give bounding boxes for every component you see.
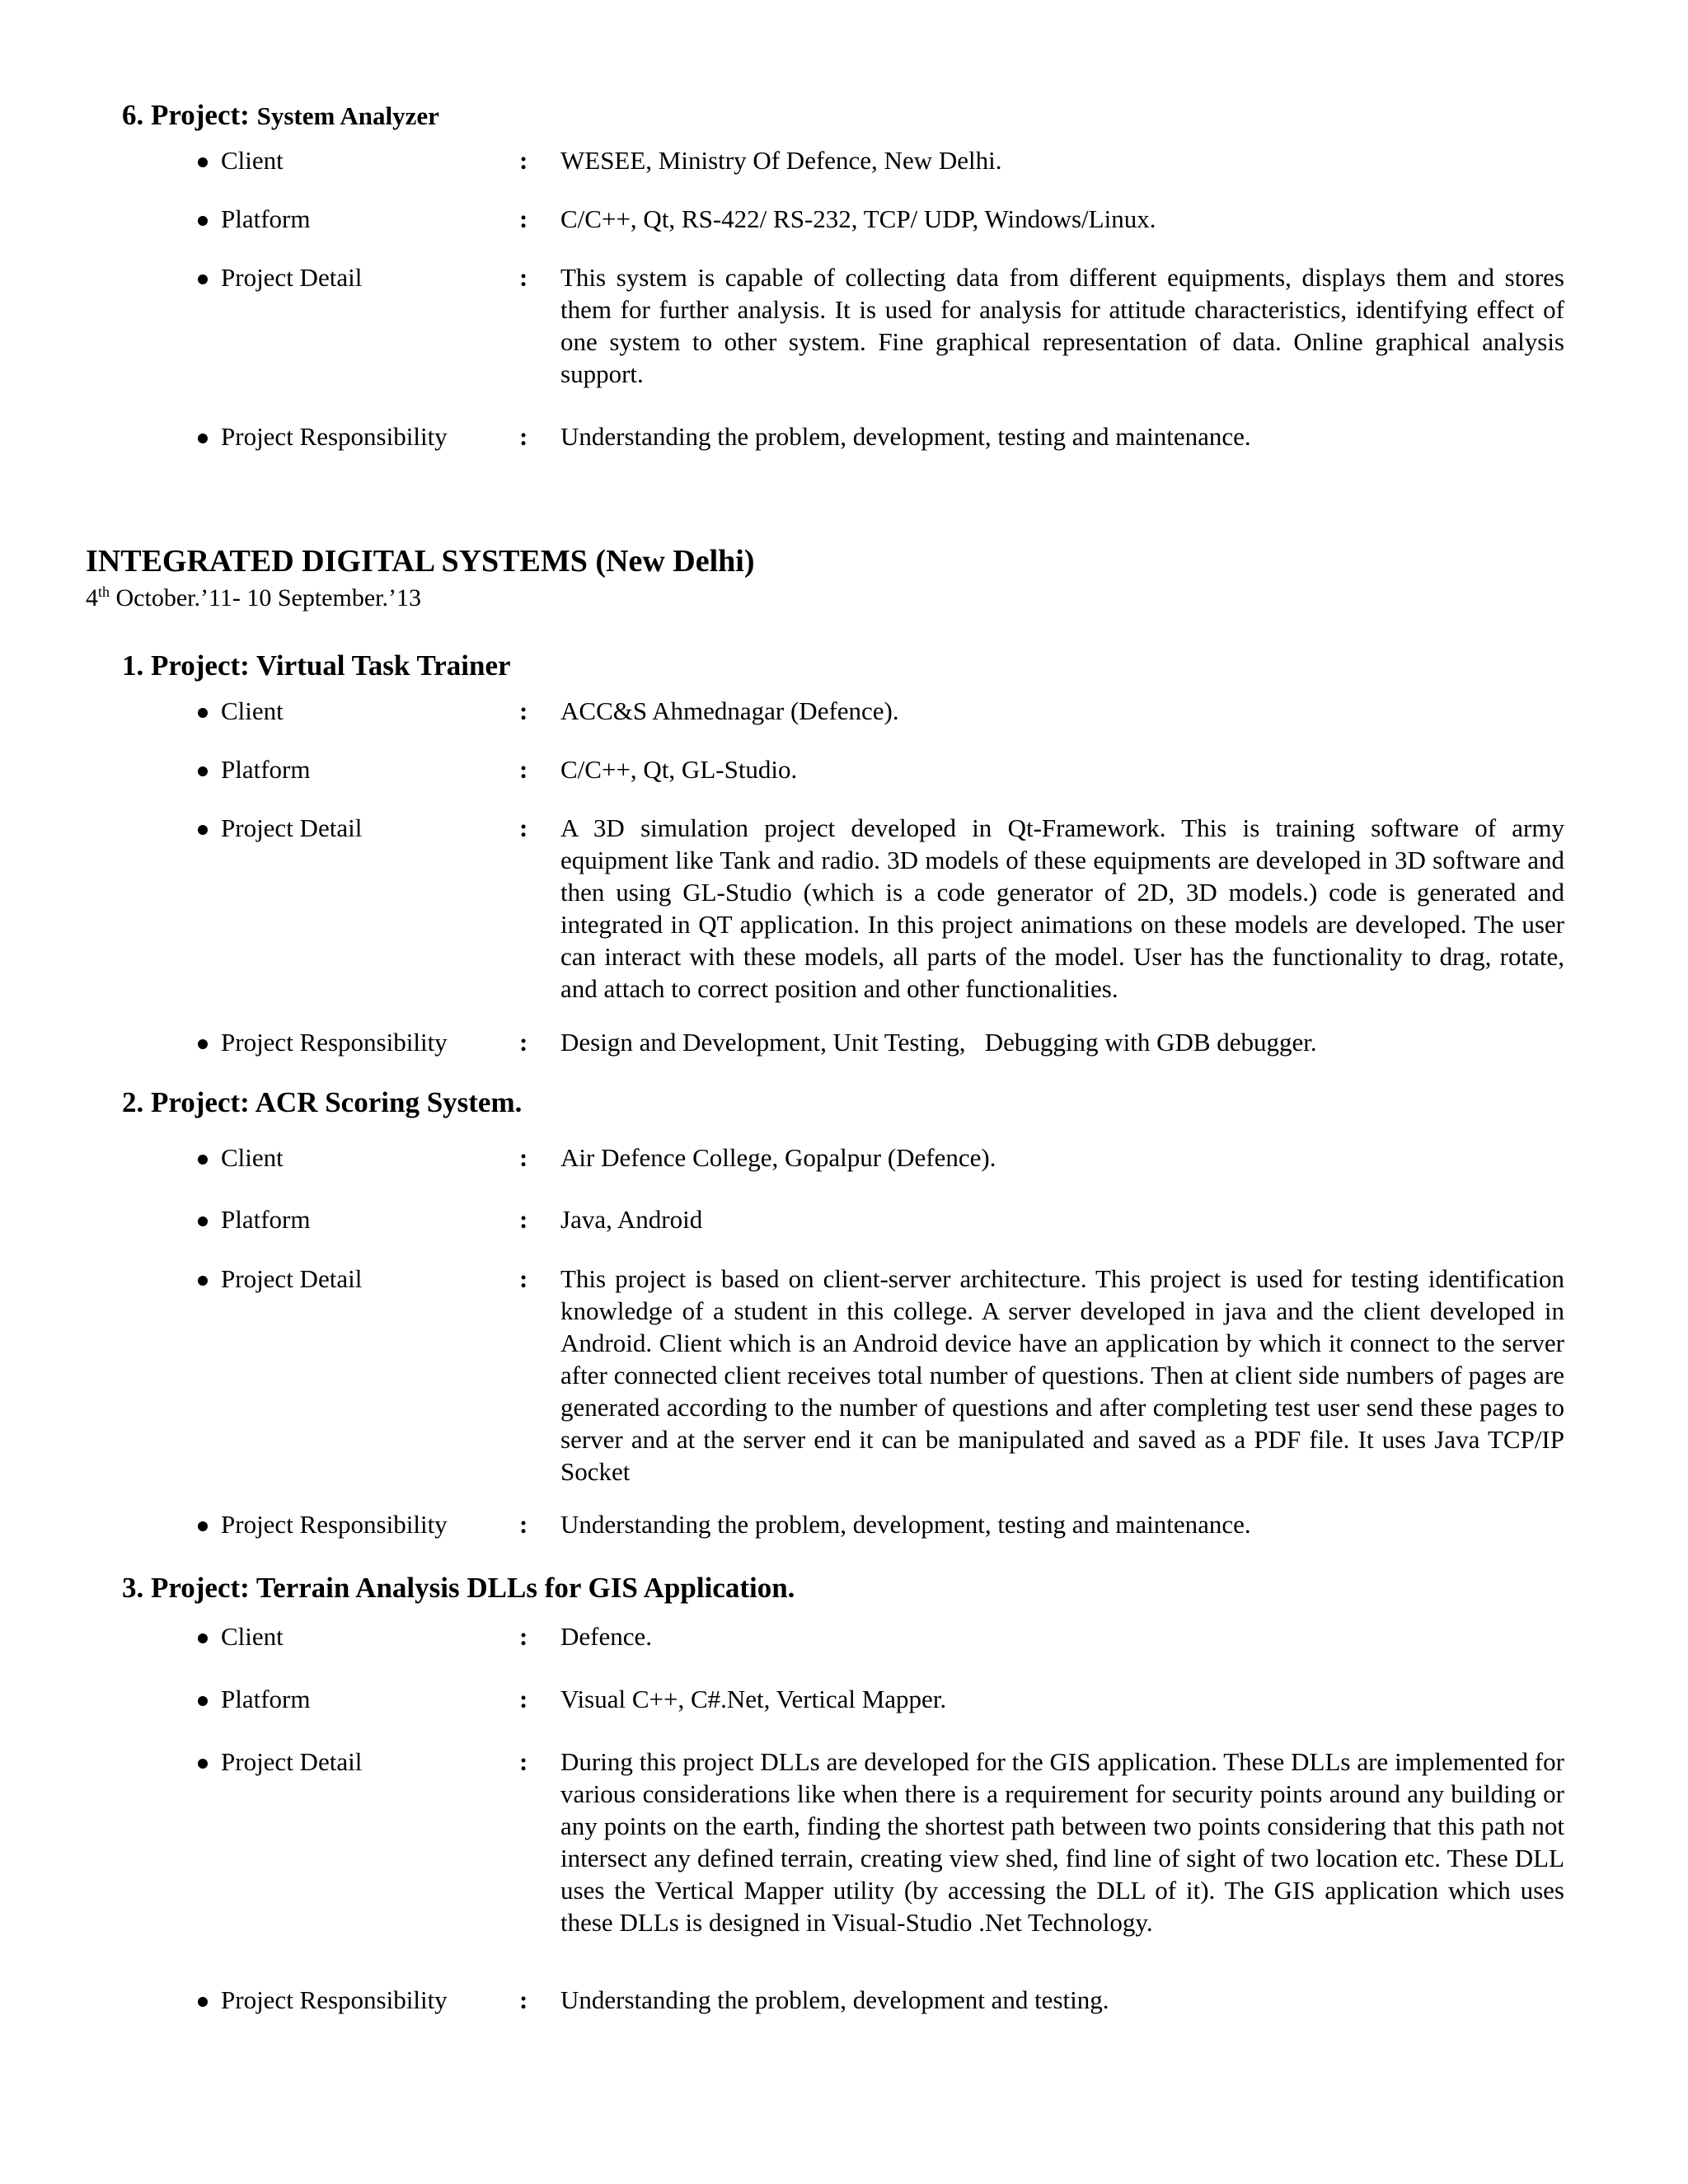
bullet-icon bbox=[198, 825, 208, 835]
bullet-icon bbox=[198, 1759, 208, 1769]
project-detail-value: A 3D simulation project developed in Qt-Framework. This is training software of army equipment like Tank and radio. 3D models of these equipments are developed in 3D software and then using GL-Studio (which is a code generator of 2D, 3D models.) code is generated and integrated in QT application. In this project animations on these models are developed. The user can interact with these models, all parts of the model. User has the functionality to drag, rotate, and attach to correct position and other functionalities. bbox=[560, 813, 1564, 1003]
colon-separator: : bbox=[519, 755, 528, 784]
bullet-icon bbox=[198, 274, 208, 284]
project-6-title-name: System Analyzer bbox=[256, 101, 439, 130]
colon-separator: : bbox=[519, 1622, 528, 1651]
colon-separator: : bbox=[519, 1510, 528, 1539]
platform-label: Platform bbox=[221, 1685, 311, 1713]
client-value: Defence. bbox=[560, 1622, 652, 1651]
platform-value: Java, Android bbox=[560, 1205, 703, 1234]
bullet-icon bbox=[198, 1997, 208, 2007]
platform-value: C/C++, Qt, GL-Studio. bbox=[560, 755, 798, 784]
colon-separator: : bbox=[519, 696, 528, 725]
platform-label: Platform bbox=[221, 204, 311, 233]
project-3-title: 3. Project: Terrain Analysis DLLs for GIS Application. bbox=[122, 1572, 795, 1604]
bullet-icon bbox=[198, 708, 208, 718]
bullet-icon bbox=[198, 766, 208, 776]
platform-value: C/C++, Qt, RS-422/ RS-232, TCP/ UDP, Windows/Linux. bbox=[560, 204, 1156, 233]
colon-separator: : bbox=[519, 1985, 528, 2014]
colon-separator: : bbox=[519, 1143, 528, 1172]
client-label: Client bbox=[221, 1143, 284, 1172]
bullet-icon bbox=[198, 1696, 208, 1706]
project-detail-value: This system is capable of collecting data from different equipments, displays them and stores them for further analysis. It is used for analysis for attitude characteristics, identifying effect of one system to other system. Fine graphical representation of data. Online graphical analysis support. bbox=[560, 263, 1564, 388]
bullet-icon bbox=[198, 1216, 208, 1226]
project-detail-label: Project Detail bbox=[221, 1747, 363, 1776]
project-responsibility-label: Project Responsibility bbox=[221, 422, 448, 451]
project-detail-value: During this project DLLs are developed for the GIS application. These DLLs are implemented for various considerations like when there is a requirement for security points around any building or any points on the earth, finding the shortest path between two points considering that this path not intersect any defined terrain, creating view shed, find line of sight of two location etc. These DLL uses the Vertical Mapper utility (by accessing the DLL of it). The GIS application which uses these DLLs is designed in Visual-Studio .Net Technology. bbox=[560, 1747, 1564, 1937]
client-value: ACC&S Ahmednagar (Defence). bbox=[560, 696, 899, 725]
project-2-title: 2. Project: ACR Scoring System. bbox=[122, 1086, 523, 1118]
colon-separator: : bbox=[519, 146, 528, 175]
bullet-icon bbox=[198, 1633, 208, 1643]
project-responsibility-label: Project Responsibility bbox=[221, 1510, 448, 1539]
colon-separator: : bbox=[519, 1028, 528, 1057]
colon-separator: : bbox=[519, 813, 528, 842]
platform-label: Platform bbox=[221, 1205, 311, 1234]
date-suffix: th bbox=[98, 583, 110, 600]
bullet-icon bbox=[198, 216, 208, 226]
project-6-title bbox=[122, 97, 439, 134]
bullet-icon bbox=[198, 1276, 208, 1286]
employment-dates bbox=[86, 583, 421, 613]
project-detail-value: This project is based on client-server architecture. This project is used for testing identification knowledge of a student in this college. A server developed in java and the client developed in Android. Client which is an Android device have an application by which it connect to the server after connected client receives total number of questions. Then at client side numbers of pages are generated according to the number of questions and after completing test user send these pages to server and at the server end it can be manipulated and saved as a PDF file. It uses Java TCP/IP Socket bbox=[560, 1264, 1564, 1486]
bullet-icon bbox=[198, 1521, 208, 1531]
platform-value: Visual C++, C#.Net, Vertical Mapper. bbox=[560, 1685, 947, 1713]
project-responsibility-value: Design and Development, Unit Testing, Debugging with GDB debugger. bbox=[560, 1028, 1317, 1057]
client-label: Client bbox=[221, 146, 284, 175]
project-detail-label: Project Detail bbox=[221, 813, 363, 842]
project-responsibility-label: Project Responsibility bbox=[221, 1028, 448, 1057]
bullet-icon bbox=[198, 1039, 208, 1049]
project-responsibility-value: Understanding the problem, development, testing and maintenance. bbox=[560, 1510, 1251, 1539]
date-day: 4 bbox=[86, 584, 98, 612]
platform-label: Platform bbox=[221, 755, 311, 784]
colon-separator: : bbox=[519, 422, 528, 451]
client-value: Air Defence College, Gopalpur (Defence). bbox=[560, 1143, 996, 1172]
client-label: Client bbox=[221, 696, 284, 725]
bullet-icon bbox=[198, 157, 208, 167]
colon-separator: : bbox=[519, 263, 528, 292]
colon-separator: : bbox=[519, 204, 528, 233]
project-1-title: 1. Project: Virtual Task Trainer bbox=[122, 649, 511, 682]
client-label: Client bbox=[221, 1622, 284, 1651]
bullet-icon bbox=[198, 1155, 208, 1165]
project-detail-label: Project Detail bbox=[221, 263, 363, 292]
project-detail-label: Project Detail bbox=[221, 1264, 363, 1293]
project-responsibility-value: Understanding the problem, development and testing. bbox=[560, 1985, 1109, 2014]
client-value: WESEE, Ministry Of Defence, New Delhi. bbox=[560, 146, 1002, 175]
colon-separator: : bbox=[519, 1264, 528, 1293]
colon-separator: : bbox=[519, 1747, 528, 1776]
project-6-title-prefix: 6. Project: bbox=[122, 99, 250, 131]
project-responsibility-value: Understanding the problem, development, testing and maintenance. bbox=[560, 422, 1251, 451]
project-responsibility-label: Project Responsibility bbox=[221, 1985, 448, 2014]
colon-separator: : bbox=[519, 1685, 528, 1713]
date-range: October.’11- 10 September.’13 bbox=[110, 584, 421, 612]
colon-separator: : bbox=[519, 1205, 528, 1234]
company-heading: INTEGRATED DIGITAL SYSTEMS (New Delhi) bbox=[86, 544, 755, 579]
bullet-icon bbox=[198, 434, 208, 443]
